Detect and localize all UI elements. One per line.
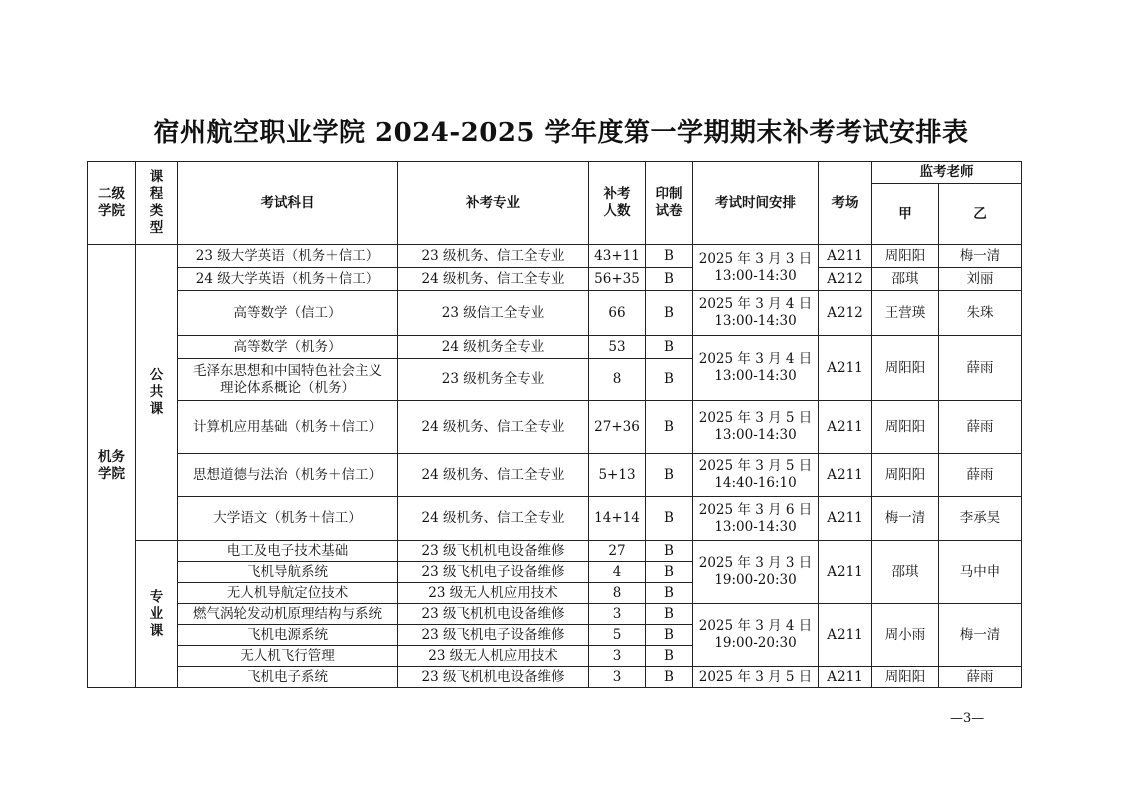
table-row xyxy=(88,497,1022,541)
time-cell: 2025 年 3 月 3 日 19:00-20:30 xyxy=(693,541,819,604)
table-row xyxy=(88,291,1022,336)
proctor-a-cell: 周阳阳 xyxy=(872,401,939,454)
proctor-a-cell: 周阳阳 xyxy=(872,245,939,268)
page-number: —3— xyxy=(950,711,985,726)
major-cell: 23 级无人机应用技术 xyxy=(398,583,589,604)
major-cell: 23 级机务、信工全专业 xyxy=(398,245,589,268)
paper-cell: B xyxy=(646,359,693,401)
proctor-b-cell: 梅一清 xyxy=(939,604,1022,667)
major-cell: 23 级飞机电子设备维修 xyxy=(398,625,589,646)
paper-cell: B xyxy=(646,291,693,336)
room-cell: A212 xyxy=(819,268,872,291)
header-college: 二级 学院 xyxy=(88,162,136,245)
header-subject: 考试科目 xyxy=(178,162,398,245)
subject-cell: 飞机电子系统 xyxy=(178,667,398,688)
room-cell: A211 xyxy=(819,401,872,454)
subject-cell: 无人机导航定位技术 xyxy=(178,583,398,604)
major-cell: 23 级信工全专业 xyxy=(398,291,589,336)
room-cell: A212 xyxy=(819,291,872,336)
subject-cell: 思想道德与法治（机务＋信工） xyxy=(178,454,398,497)
paper-cell: B xyxy=(646,625,693,646)
paper-cell: B xyxy=(646,268,693,291)
subject-cell: 大学语文（机务＋信工） xyxy=(178,497,398,541)
subject-cell: 高等数学（信工） xyxy=(178,291,398,336)
room-cell: A211 xyxy=(819,604,872,667)
subject-cell: 飞机电源系统 xyxy=(178,625,398,646)
paper-cell: B xyxy=(646,541,693,562)
table-row xyxy=(88,401,1022,454)
subject-cell: 高等数学（机务） xyxy=(178,336,398,359)
paper-cell: B xyxy=(646,646,693,667)
table-row xyxy=(88,604,1022,625)
table-row xyxy=(88,454,1022,497)
time-cell: 2025 年 3 月 5 日 13:00-14:30 xyxy=(693,401,819,454)
paper-cell: B xyxy=(646,454,693,497)
major-cell: 23 级无人机应用技术 xyxy=(398,646,589,667)
page-title: 宿州航空职业学院 2024-2025 学年度第一学期期末补考考试安排表 xyxy=(153,118,969,148)
room-cell: A211 xyxy=(819,245,872,268)
proctor-a-cell: 梅一清 xyxy=(872,497,939,541)
college-cell: 机务 学院 xyxy=(88,245,136,688)
paper-cell: B xyxy=(646,336,693,359)
proctor-a-cell: 周阳阳 xyxy=(872,454,939,497)
paper-cell: B xyxy=(646,401,693,454)
subject-cell: 无人机飞行管理 xyxy=(178,646,398,667)
time-cell: 2025 年 3 月 4 日 13:00-14:30 xyxy=(693,336,819,401)
subject-cell: 24 级大学英语（机务＋信工） xyxy=(178,268,398,291)
subject-cell: 毛泽东思想和中国特色社会主义 理论体系概论（机务） xyxy=(178,359,398,401)
table-row xyxy=(88,541,1022,562)
major-cell: 23 级飞机电子设备维修 xyxy=(398,562,589,583)
paper-cell: B xyxy=(646,583,693,604)
subject-cell: 飞机导航系统 xyxy=(178,562,398,583)
header-major: 补考专业 xyxy=(398,162,589,245)
table-row xyxy=(88,268,1022,291)
paper-cell: B xyxy=(646,245,693,268)
proctor-b-cell: 薛雨 xyxy=(939,401,1022,454)
header-count: 补考 人数 xyxy=(589,162,646,245)
header-row xyxy=(88,162,1022,184)
subject-cell: 23 级大学英语（机务＋信工） xyxy=(178,245,398,268)
major-cell: 24 级机务、信工全专业 xyxy=(398,454,589,497)
major-cell: 23 级机务全专业 xyxy=(398,359,589,401)
room-cell: A211 xyxy=(819,541,872,604)
course-type-major: 专 业 课 xyxy=(136,541,178,688)
count-cell: 5+13 xyxy=(589,454,646,497)
room-cell: A211 xyxy=(819,336,872,401)
count-cell: 27+36 xyxy=(589,401,646,454)
header-room: 考场 xyxy=(819,162,872,245)
proctor-b-cell: 李承昊 xyxy=(939,497,1022,541)
count-cell: 4 xyxy=(589,562,646,583)
major-cell: 24 级机务、信工全专业 xyxy=(398,497,589,541)
major-cell: 23 级飞机机电设备维修 xyxy=(398,667,589,688)
header-time: 考试时间安排 xyxy=(693,162,819,245)
major-cell: 24 级机务全专业 xyxy=(398,336,589,359)
subject-cell: 电工及电子技术基础 xyxy=(178,541,398,562)
table-row xyxy=(88,245,1022,268)
paper-cell: B xyxy=(646,562,693,583)
header-proctor: 监考老师 xyxy=(872,162,1022,184)
proctor-b-cell: 朱珠 xyxy=(939,291,1022,336)
count-cell: 43+11 xyxy=(589,245,646,268)
table-row xyxy=(88,667,1022,688)
major-cell: 23 级飞机机电设备维修 xyxy=(398,541,589,562)
exam-schedule-table xyxy=(87,161,1022,688)
paper-cell: B xyxy=(646,604,693,625)
proctor-a-cell: 邵琪 xyxy=(872,541,939,604)
course-type-public: 公 共 课 xyxy=(136,245,178,541)
proctor-b-cell: 薛雨 xyxy=(939,336,1022,401)
count-cell: 8 xyxy=(589,583,646,604)
proctor-b-cell: 薛雨 xyxy=(939,454,1022,497)
proctor-a-cell: 邵琪 xyxy=(872,268,939,291)
room-cell: A211 xyxy=(819,497,872,541)
header-proctor-a: 甲 xyxy=(872,184,939,245)
count-cell: 3 xyxy=(589,667,646,688)
proctor-b-cell: 薛雨 xyxy=(939,667,1022,688)
proctor-b-cell: 刘丽 xyxy=(939,268,1022,291)
header-proctor-b: 乙 xyxy=(939,184,1022,245)
count-cell: 56+35 xyxy=(589,268,646,291)
proctor-a-cell: 周小雨 xyxy=(872,604,939,667)
room-cell: A211 xyxy=(819,454,872,497)
count-cell: 3 xyxy=(589,604,646,625)
time-cell: 2025 年 3 月 5 日 14:40-16:10 xyxy=(693,454,819,497)
proctor-b-cell: 梅一清 xyxy=(939,245,1022,268)
major-cell: 24 级机务、信工全专业 xyxy=(398,268,589,291)
proctor-a-cell: 周阳阳 xyxy=(872,336,939,401)
time-cell: 2025 年 3 月 4 日 19:00-20:30 xyxy=(693,604,819,667)
subject-cell: 燃气涡轮发动机原理结构与系统 xyxy=(178,604,398,625)
proctor-a-cell: 周阳阳 xyxy=(872,667,939,688)
room-cell: A211 xyxy=(819,667,872,688)
time-cell: 2025 年 3 月 5 日 xyxy=(693,667,819,688)
proctor-a-cell: 王营瑛 xyxy=(872,291,939,336)
time-cell: 2025 年 3 月 3 日 13:00-14:30 xyxy=(693,245,819,291)
count-cell: 14+14 xyxy=(589,497,646,541)
count-cell: 5 xyxy=(589,625,646,646)
time-cell: 2025 年 3 月 4 日 13:00-14:30 xyxy=(693,291,819,336)
time-cell: 2025 年 3 月 6 日 13:00-14:30 xyxy=(693,497,819,541)
count-cell: 66 xyxy=(589,291,646,336)
table-row xyxy=(88,336,1022,359)
count-cell: 3 xyxy=(589,646,646,667)
header-course-type: 课 程 类 型 xyxy=(136,162,178,245)
count-cell: 8 xyxy=(589,359,646,401)
proctor-b-cell: 马中申 xyxy=(939,541,1022,604)
header-paper: 印制 试卷 xyxy=(646,162,693,245)
paper-cell: B xyxy=(646,497,693,541)
paper-cell: B xyxy=(646,667,693,688)
major-cell: 24 级机务、信工全专业 xyxy=(398,401,589,454)
count-cell: 27 xyxy=(589,541,646,562)
major-cell: 23 级飞机机电设备维修 xyxy=(398,604,589,625)
count-cell: 53 xyxy=(589,336,646,359)
subject-cell: 计算机应用基础（机务＋信工） xyxy=(178,401,398,454)
